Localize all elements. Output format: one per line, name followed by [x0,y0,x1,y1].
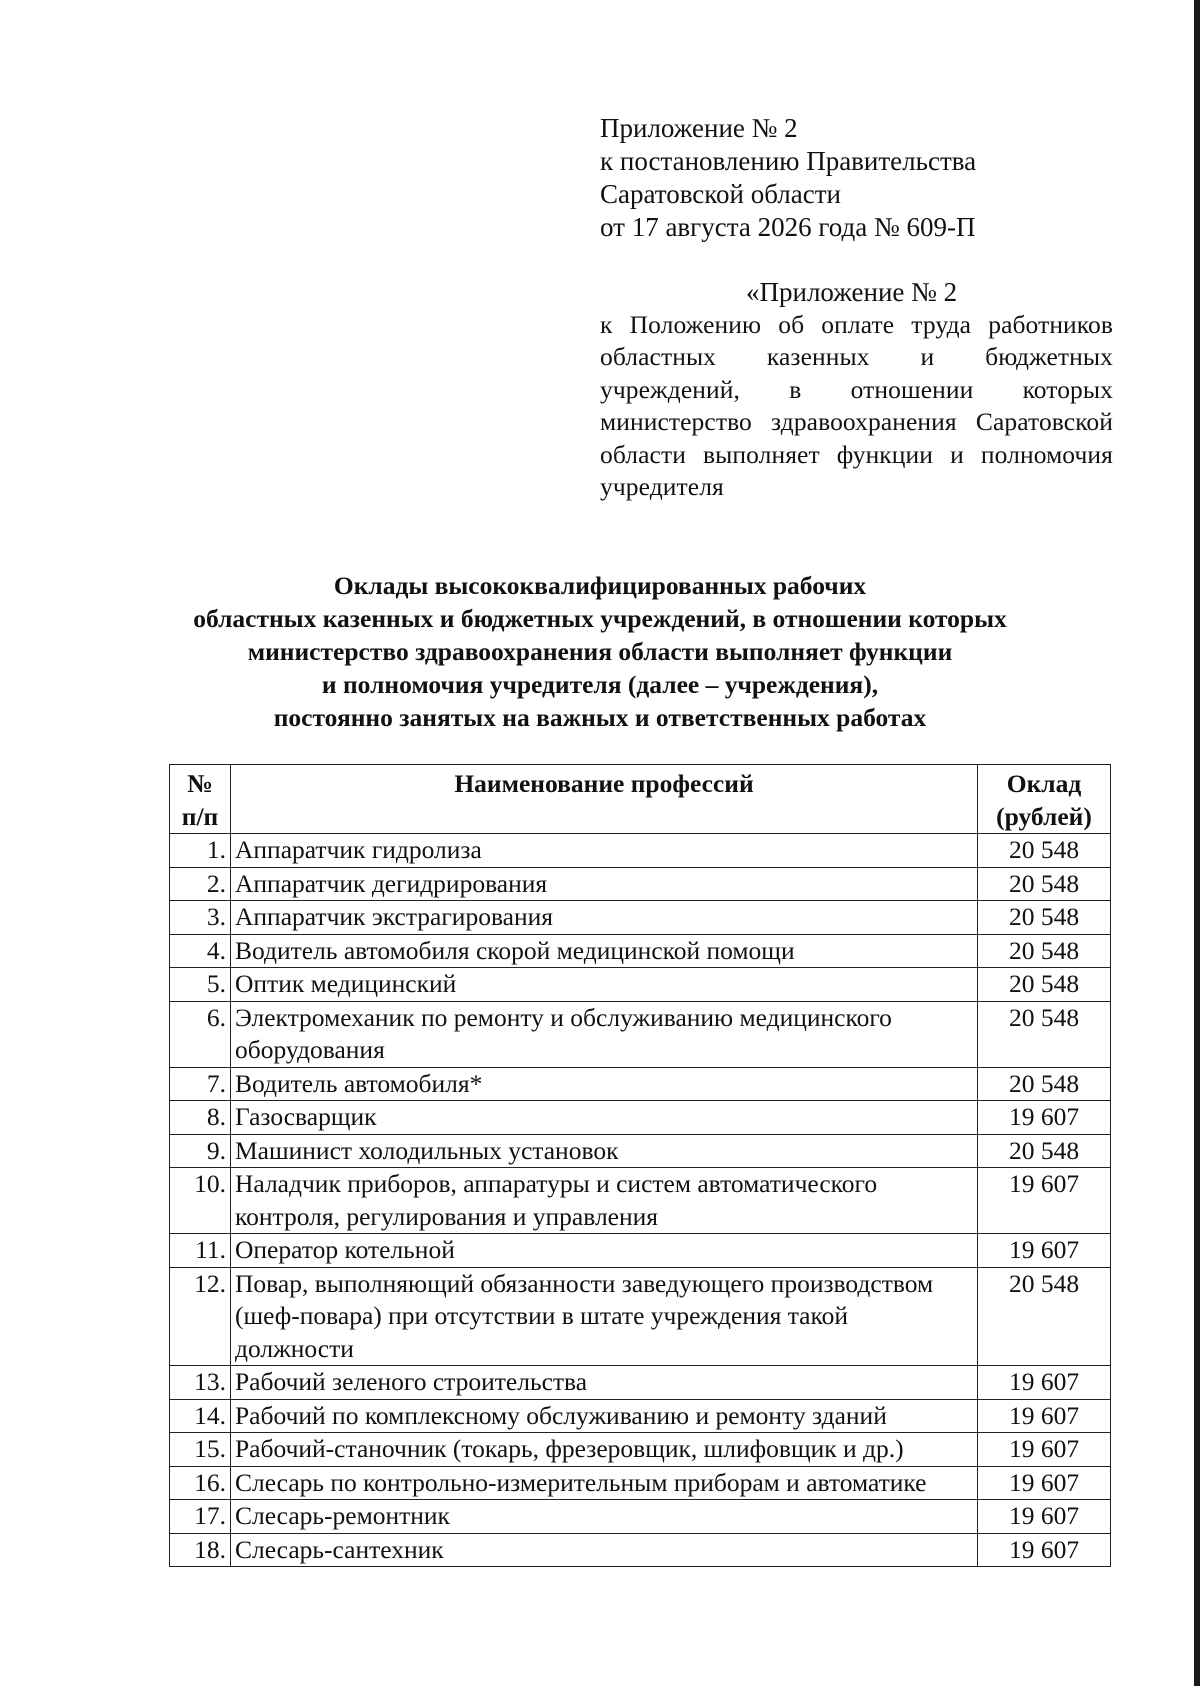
row-salary: 20 548 [978,1067,1111,1101]
document-title-line: и полномочия учредителя (далее – учреждения), [321,670,879,699]
row-number: 6. [170,1001,231,1067]
row-salary: 20 548 [978,834,1111,868]
annex-line: к постановлению Правительства [600,146,977,176]
annex-line: Саратовской области [600,179,841,209]
row-number: 8. [170,1101,231,1135]
header-profession: Наименование профессий [231,765,978,834]
header-number: № п/п [170,765,231,834]
table-body [170,834,1111,1567]
table-row [170,1101,1111,1135]
row-salary: 19 607 [978,1500,1111,1534]
row-profession: Аппаратчик экстрагирования [231,901,978,935]
document-title [150,569,1050,734]
row-salary: 19 607 [978,1234,1111,1268]
row-number: 16. [170,1466,231,1500]
annex-line: от 17 августа 2026 года № 609-П [600,212,976,242]
row-number: 10. [170,1168,231,1234]
row-profession: Оператор котельной [231,1234,978,1268]
row-number: 14. [170,1399,231,1433]
table-row [170,1001,1111,1067]
page-edge-shadow [1194,0,1200,1686]
row-salary: 19 607 [978,1466,1111,1500]
row-number: 2. [170,867,231,901]
row-number: 15. [170,1433,231,1467]
table-row [170,1466,1111,1500]
row-number: 5. [170,968,231,1002]
row-number: 18. [170,1533,231,1567]
row-profession: Водитель автомобиля скорой медицинской помощи [231,934,978,968]
table-row [170,901,1111,935]
row-profession: Электромеханик по ремонту и обслуживанию медицинского оборудования [231,1001,978,1067]
row-salary: 20 548 [978,867,1111,901]
table-row [170,1267,1111,1366]
row-number: 12. [170,1267,231,1366]
table-row [170,1433,1111,1467]
table-row [170,1234,1111,1268]
sub-annex-title: «Приложение № 2 [746,277,958,307]
document-title-line: постоянно занятых на важных и ответственных работах [273,703,927,732]
sub-annex-text: к Положению об оплате труда работников областных казенных и бюджетных учреждений, в отношении которых министерство здравоохранения Саратовской области выполняет функции и полномочия учредителя [600,309,1113,501]
table-row [170,1399,1111,1433]
row-number: 1. [170,834,231,868]
document-title-line: министерство здравоохранения области выполняет функции [247,637,953,666]
document-title-line: Оклады высококвалифицированных рабочих [333,571,867,600]
row-profession: Машинист холодильных установок [231,1134,978,1168]
row-number: 11. [170,1234,231,1268]
row-salary: 19 607 [978,1433,1111,1467]
row-number: 13. [170,1366,231,1400]
header-salary: Оклад (рублей) [978,765,1111,834]
row-salary: 19 607 [978,1533,1111,1567]
table-row [170,867,1111,901]
table-row [170,1067,1111,1101]
annex-line: Приложение № 2 [600,113,798,143]
row-salary: 20 548 [978,901,1111,935]
row-number: 9. [170,1134,231,1168]
row-salary: 20 548 [978,934,1111,968]
table-row [170,1134,1111,1168]
row-profession: Слесарь-ремонтник [231,1500,978,1534]
annex-header [600,112,1120,244]
row-profession: Аппаратчик дегидрирования [231,867,978,901]
table-row [170,834,1111,868]
row-salary: 20 548 [978,968,1111,1002]
row-salary: 20 548 [978,1001,1111,1067]
row-salary: 19 607 [978,1101,1111,1135]
row-number: 7. [170,1067,231,1101]
row-number: 3. [170,901,231,935]
row-profession: Оптик медицинский [231,968,978,1002]
row-number: 4. [170,934,231,968]
row-salary: 20 548 [978,1134,1111,1168]
row-profession: Водитель автомобиля* [231,1067,978,1101]
row-profession: Газосварщик [231,1101,978,1135]
row-profession: Аппаратчик гидролиза [231,834,978,868]
row-profession: Рабочий по комплексному обслуживанию и ремонту зданий [231,1399,978,1433]
table-row [170,1500,1111,1534]
table-row [170,934,1111,968]
sub-annex [600,276,1113,504]
row-salary: 19 607 [978,1399,1111,1433]
row-profession: Повар, выполняющий обязанности заведующего производством (шеф-повара) при отсутствии в штате учреждения такой должности [231,1267,978,1366]
table-row [170,1533,1111,1567]
row-profession: Слесарь-сантехник [231,1533,978,1567]
row-profession: Наладчик приборов, аппаратуры и систем автоматического контроля, регулирования и управления [231,1168,978,1234]
row-salary: 19 607 [978,1366,1111,1400]
table-row [170,1366,1111,1400]
table-header-row [170,765,1111,834]
table-row [170,1168,1111,1234]
table-row [170,968,1111,1002]
row-salary: 20 548 [978,1267,1111,1366]
row-salary: 19 607 [978,1168,1111,1234]
row-number: 17. [170,1500,231,1534]
row-profession: Рабочий зеленого строительства [231,1366,978,1400]
salary-table [169,764,1111,1567]
row-profession: Рабочий-станочник (токарь, фрезеровщик, шлифовщик и др.) [231,1433,978,1467]
document-title-line: областных казенных и бюджетных учреждений, в отношении которых [193,604,1007,633]
row-profession: Слесарь по контрольно-измерительным приборам и автоматике [231,1466,978,1500]
